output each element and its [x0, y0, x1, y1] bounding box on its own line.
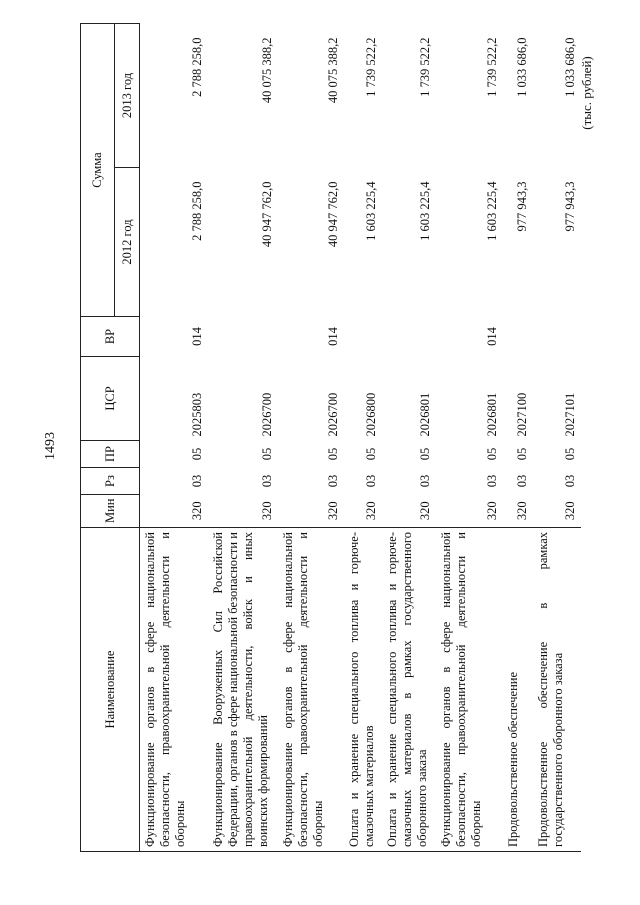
cell-name: Функционирование органов в сфере национальной безопасности, правоохранительной деятельности и обороны: [278, 528, 344, 852]
cell-sum-2012: 40 947 762,0: [260, 181, 274, 248]
header-csr: ЦСР: [81, 357, 140, 441]
cell-csr: 2026700: [260, 392, 274, 437]
units-note: (тыс. рублей): [579, 56, 594, 130]
header-year-2012: 2012 год: [115, 168, 140, 317]
cell-vr: [533, 317, 581, 357]
cell-sum-2012: 1 603 225,4: [364, 181, 378, 241]
cell-pr: 05: [485, 447, 499, 461]
cell-sum-2012: 2 788 258,0: [190, 181, 204, 241]
table-row: [140, 24, 209, 852]
cell-sum-2013: 1 739 522,2: [485, 37, 499, 97]
cell-name: Оплата и хранение специального топлива и горюче-смазочных материалов: [344, 528, 382, 852]
table-row: [533, 24, 581, 852]
header-year-2013: 2013 год: [115, 24, 140, 168]
cell-vr: [382, 317, 436, 357]
cell-vr: [344, 317, 382, 357]
cell-csr: 2027100: [515, 392, 529, 437]
header-pr: ПР: [81, 441, 140, 468]
cell-min: 320: [260, 501, 274, 521]
cell-min: 320: [563, 501, 577, 521]
cell-rz: 03: [326, 474, 340, 488]
cell-pr: 05: [364, 447, 378, 461]
table-body: [140, 24, 582, 852]
cell-pr: 05: [260, 447, 274, 461]
budget-table: [80, 23, 581, 852]
cell-sum-2013: 1 033 686,0: [515, 37, 529, 97]
cell-csr: 2026700: [326, 392, 340, 437]
cell-csr: 2025803: [190, 392, 204, 437]
cell-sum-2013: 40 075 388,2: [260, 37, 274, 104]
table-row: [382, 24, 436, 852]
cell-sum-2012: 977 943,3: [563, 181, 577, 232]
table-row: [278, 24, 344, 852]
cell-sum-2013: 40 075 388,2: [326, 37, 340, 104]
cell-vr: [208, 317, 278, 357]
cell-name: Продовольственное обеспечение в рамках государственного оборонного заказа: [533, 528, 581, 852]
cell-sum-2013: 1 739 522,2: [418, 37, 432, 97]
table-row: [344, 24, 382, 852]
cell-rz: 03: [260, 474, 274, 488]
cell-min: 320: [515, 501, 529, 521]
rotated-table-container: [80, 24, 577, 852]
header-rz: Рз: [81, 468, 140, 495]
cell-sum-2012: 1 603 225,4: [485, 181, 499, 241]
table-row: [436, 24, 503, 852]
header-vr: ВР: [81, 317, 140, 357]
cell-pr: 05: [563, 447, 577, 461]
cell-vr: 014: [190, 327, 204, 346]
cell-sum-2012: 1 603 225,4: [418, 181, 432, 241]
cell-csr: 2027101: [563, 392, 577, 437]
cell-min: 320: [364, 501, 378, 521]
cell-pr: 05: [515, 447, 529, 461]
header-name: Наименование: [81, 528, 140, 852]
table-row: [208, 24, 278, 852]
cell-rz: 03: [418, 474, 432, 488]
header-min: Мин: [81, 495, 140, 528]
cell-sum-2012: 977 943,3: [515, 181, 529, 232]
cell-pr: 05: [418, 447, 432, 461]
cell-sum-2013: 1 033 686,0: [563, 37, 577, 97]
cell-rz: 03: [515, 474, 529, 488]
cell-sum-2012: 40 947 762,0: [326, 181, 340, 248]
page-number: 1493: [43, 432, 58, 460]
cell-min: 320: [485, 501, 499, 521]
cell-vr: [503, 317, 533, 357]
cell-csr: 2026801: [418, 392, 432, 437]
cell-min: 320: [326, 501, 340, 521]
cell-rz: 03: [563, 474, 577, 488]
cell-name: Оплата и хранение специального топлива и горюче-смазочных материалов в рамках государственного оборонного заказа: [382, 528, 436, 852]
header-sum: Сумма: [81, 24, 115, 317]
cell-name: Функционирование Вооруженных Сил Российской Федерации, органов в сфере национальной безопасности и правоохранительной деятельности, войск и иных воинских формирований: [208, 528, 278, 852]
cell-sum-2013: 1 739 522,2: [364, 37, 378, 97]
table-header: [81, 24, 140, 852]
cell-csr: 2026801: [485, 392, 499, 437]
cell-pr: 05: [326, 447, 340, 461]
cell-sum-2013: 2 788 258,0: [190, 37, 204, 97]
cell-name: Продовольственное обеспечение: [503, 528, 533, 852]
cell-rz: 03: [364, 474, 378, 488]
cell-vr: 014: [485, 327, 499, 346]
cell-vr: 014: [326, 327, 340, 346]
cell-name: Функционирование органов в сфере национальной безопасности, правоохранительной деятельности и обороны: [436, 528, 503, 852]
cell-pr: 05: [190, 447, 204, 461]
cell-csr: 2026800: [364, 392, 378, 437]
cell-rz: 03: [190, 474, 204, 488]
cell-name: Функционирование органов в сфере национальной безопасности, правоохранительной деятельности и обороны: [140, 528, 209, 852]
cell-rz: 03: [485, 474, 499, 488]
table-row: [503, 24, 533, 852]
cell-min: 320: [418, 501, 432, 521]
cell-min: 320: [190, 501, 204, 521]
